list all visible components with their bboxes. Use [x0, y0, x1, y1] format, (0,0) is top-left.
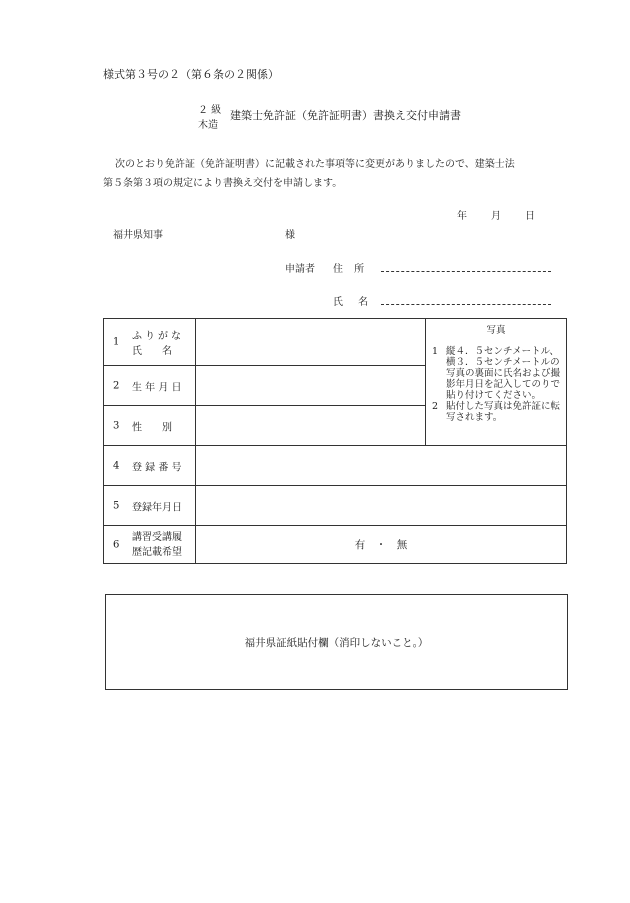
stamp-box-label: 福井県証紙貼付欄（消印しないこと。） — [244, 637, 429, 649]
note-text: 縦４．５センチメートル、横３．５センチメートルの写真の裏面に氏名および撮影年月日を記入してのりで貼り付けてください。 — [446, 346, 561, 401]
grade-bottom: 木造 — [198, 120, 218, 131]
photo-note-2 — [432, 401, 560, 423]
form-title: 建築士免許証（免許証明書）書換え交付申請書 — [230, 109, 461, 122]
registration-number-input-cell[interactable] — [196, 446, 567, 486]
birthdate-label: 生 年 月 日 — [132, 382, 182, 393]
address-label: 住 所 — [333, 264, 369, 275]
note-number: 1 — [432, 346, 439, 357]
name-label: 氏 名 — [333, 297, 375, 308]
table-row-registration-date — [104, 486, 567, 526]
table-row-registration-number — [104, 446, 567, 486]
name-input-cell[interactable] — [196, 319, 426, 366]
note-text: 貼付した写真は免許証に転写されます。 — [446, 401, 561, 423]
row-number: 3 — [113, 420, 120, 431]
row-number: 6 — [113, 539, 120, 550]
form-number: 様式第３号の２（第６条の２関係） — [103, 68, 279, 81]
sex-input-cell[interactable] — [196, 406, 426, 446]
birthdate-input-cell[interactable] — [196, 366, 426, 406]
furigana-label: ふりがな — [132, 331, 184, 342]
registration-date-input-cell[interactable] — [196, 486, 567, 526]
row-number: 5 — [113, 500, 120, 511]
sex-label: 性 別 — [132, 422, 172, 433]
registration-number-label: 登 録 番 号 — [132, 462, 182, 473]
photo-note-1 — [432, 346, 560, 401]
row-number: 1 — [113, 336, 120, 348]
revenue-stamp-box[interactable] — [105, 594, 568, 690]
address-field[interactable] — [381, 271, 551, 272]
photo-cell[interactable] — [426, 319, 567, 446]
table-row-name — [104, 319, 567, 366]
date-month: 月 — [491, 211, 501, 222]
row-number: 2 — [113, 380, 120, 391]
grade-top: ２ 級 — [198, 105, 222, 116]
name-row-label: 氏名 — [132, 346, 192, 357]
photo-title: 写真 — [486, 325, 506, 336]
row-label-name — [104, 319, 196, 366]
addressee-name: 福井県知事 — [113, 230, 163, 241]
applicant-label: 申請者 — [285, 264, 315, 275]
course-history-label-1: 講習受講履 — [132, 531, 182, 543]
body-line-1: 次のとおり免許証（免許証明書）に記載された事項等に変更がありましたので、建築士法 — [115, 159, 515, 170]
note-number: 2 — [432, 401, 439, 412]
body-line-2: 第５条第３項の規定により書換え交付を申請します。 — [103, 178, 343, 189]
table-row-course-history — [104, 526, 567, 564]
course-history-choice[interactable]: 有 ・ 無 — [196, 526, 567, 564]
name-field[interactable] — [381, 304, 551, 305]
registration-date-label: 登録年月日 — [132, 502, 182, 513]
course-history-label-2: 歴記載希望 — [132, 546, 182, 558]
date-day: 日 — [525, 211, 535, 222]
addressee-honorific: 様 — [285, 230, 295, 241]
application-table — [103, 318, 567, 564]
date-year: 年 — [457, 211, 467, 222]
row-number: 4 — [113, 460, 120, 471]
